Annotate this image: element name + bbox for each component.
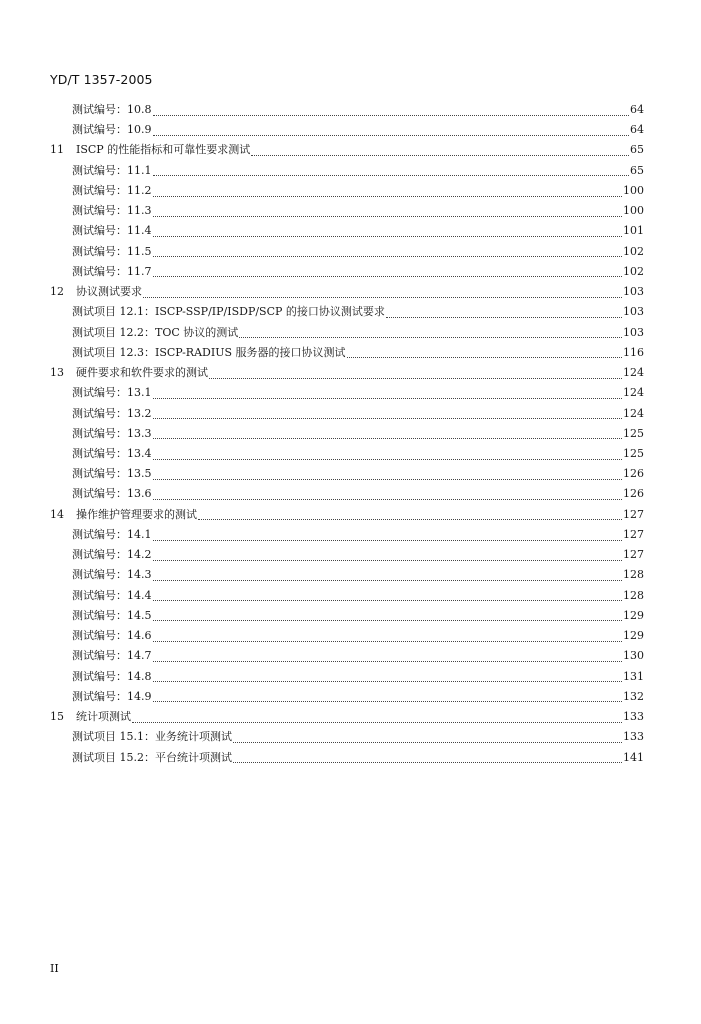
toc-page-number: 126 xyxy=(623,487,644,501)
toc-page-number: 128 xyxy=(623,568,644,582)
toc-chapter-entry xyxy=(50,707,644,727)
toc-page-number: 127 xyxy=(623,527,644,541)
toc-page-number: 64 xyxy=(630,103,644,116)
toc-page-number: 125 xyxy=(623,446,644,460)
dot-leader xyxy=(153,655,623,662)
toc-entry xyxy=(50,464,644,484)
toc-entry-label: 测试编号：14.1 xyxy=(72,527,152,541)
toc-entry-label: 测试编号：13.3 xyxy=(72,426,152,440)
dot-leader xyxy=(347,351,623,358)
toc-entry-label: 测试编号：11.1 xyxy=(72,163,152,177)
document-id-header: YD/T 1357-2005 xyxy=(50,72,153,87)
toc-chapter-entry xyxy=(50,282,644,302)
toc-chapter-entry xyxy=(50,363,644,383)
dot-leader xyxy=(153,129,630,136)
toc-entry xyxy=(50,343,644,363)
toc-entry xyxy=(50,161,644,181)
toc-entry xyxy=(50,120,644,140)
toc-entry xyxy=(50,181,644,201)
dot-leader xyxy=(153,210,623,217)
dot-leader xyxy=(233,736,622,743)
toc-entry-label: 测试编号：14.4 xyxy=(72,588,152,602)
toc-entry xyxy=(50,404,644,424)
toc-entry-label: 测试编号：11.2 xyxy=(72,183,152,197)
toc-page-number: 133 xyxy=(623,730,644,744)
toc-entry xyxy=(50,586,644,606)
toc-page-number: 103 xyxy=(623,305,644,319)
toc-entry-label: 测试编号：13.6 xyxy=(72,487,152,501)
toc-entry xyxy=(50,242,644,262)
toc-page-number: 65 xyxy=(630,143,644,157)
toc-page-number: 128 xyxy=(623,588,644,602)
toc-entry xyxy=(50,525,644,545)
toc-entry xyxy=(50,687,644,707)
toc-entry-label: 测试项目 12.3：ISCP-RADIUS 服务器的接口协议测试 xyxy=(72,345,346,359)
dot-leader xyxy=(153,109,630,116)
toc-entry xyxy=(50,606,644,626)
toc-page-number: 127 xyxy=(623,507,644,521)
toc-page-number: 131 xyxy=(623,669,644,683)
toc-chapter-entry xyxy=(50,505,644,525)
toc-entry-label: 测试编号：14.6 xyxy=(72,629,152,643)
toc-chapter-number: 15 xyxy=(50,710,64,724)
dot-leader xyxy=(153,432,623,439)
toc-entry-label: 测试编号：14.3 xyxy=(72,568,152,582)
toc-entry xyxy=(50,545,644,565)
dot-leader xyxy=(153,695,623,702)
dot-leader xyxy=(153,392,623,399)
toc-entry xyxy=(50,444,644,464)
dot-leader xyxy=(198,513,622,520)
dot-leader xyxy=(153,534,623,541)
toc-chapter-entry xyxy=(50,140,644,160)
toc-page-number: 102 xyxy=(623,264,644,278)
toc-page-number: 103 xyxy=(623,285,644,299)
toc-page-number: 132 xyxy=(623,689,644,703)
toc-entry-label: 测试编号：11.3 xyxy=(72,204,152,218)
dot-leader xyxy=(153,614,623,621)
toc-entry xyxy=(50,748,644,768)
dot-leader xyxy=(153,190,623,197)
table-of-contents xyxy=(50,100,644,768)
toc-page-number: 124 xyxy=(623,386,644,400)
toc-entry-label: 测试编号：14.8 xyxy=(72,669,152,683)
toc-page-number: 129 xyxy=(623,629,644,643)
toc-page-number: 124 xyxy=(623,406,644,420)
toc-page-number: 100 xyxy=(623,183,644,197)
toc-page-number: 125 xyxy=(623,426,644,440)
toc-entry-label: 测试编号：14.5 xyxy=(72,608,152,622)
toc-page-number: 126 xyxy=(623,467,644,481)
page-number: II xyxy=(50,962,59,975)
toc-chapter-number: 13 xyxy=(50,366,64,380)
toc-page-number: 116 xyxy=(623,345,644,359)
toc-entry xyxy=(50,424,644,444)
toc-entry xyxy=(50,262,644,282)
dot-leader xyxy=(209,372,622,379)
toc-entry xyxy=(50,302,644,322)
toc-entry xyxy=(50,100,644,120)
toc-entry-label: 测试编号：13.1 xyxy=(72,386,152,400)
dot-leader xyxy=(239,331,622,338)
toc-page-number: 133 xyxy=(623,710,644,724)
toc-entry xyxy=(50,383,644,403)
toc-entry-label: 测试编号：10.8 xyxy=(72,103,152,116)
dot-leader xyxy=(153,412,623,419)
toc-page-number: 141 xyxy=(623,750,644,764)
dot-leader xyxy=(132,716,622,723)
toc-entry-label: 测试编号：11.4 xyxy=(72,224,152,238)
dot-leader xyxy=(153,169,630,176)
toc-entry xyxy=(50,221,644,241)
toc-entry-label: 测试项目 12.1：ISCP-SSP/IP/ISDP/SCP 的接口协议测试要求 xyxy=(72,305,385,319)
dot-leader xyxy=(251,149,629,156)
toc-page-number: 102 xyxy=(623,244,644,258)
dot-leader xyxy=(153,473,623,480)
toc-page-number: 101 xyxy=(623,224,644,238)
toc-entry-label: 协议测试要求 xyxy=(76,285,142,299)
toc-entry-label: 测试编号：14.7 xyxy=(72,649,152,663)
toc-entry xyxy=(50,667,644,687)
toc-page-number: 129 xyxy=(623,608,644,622)
toc-entry xyxy=(50,201,644,221)
toc-entry-label: 测试编号：13.4 xyxy=(72,446,152,460)
dot-leader xyxy=(153,554,623,561)
toc-chapter-number: 11 xyxy=(50,143,64,157)
toc-page-number: 127 xyxy=(623,548,644,562)
toc-entry-label: 测试项目 15.1：业务统计项测试 xyxy=(72,730,232,744)
toc-chapter-number: 14 xyxy=(50,507,64,521)
toc-entry xyxy=(50,484,644,504)
toc-page-number: 130 xyxy=(623,649,644,663)
toc-entry-label: 测试编号：11.5 xyxy=(72,244,152,258)
dot-leader xyxy=(153,635,623,642)
toc-entry xyxy=(50,565,644,585)
toc-page-number: 64 xyxy=(630,123,644,137)
toc-entry-label: ISCP 的性能指标和可靠性要求测试 xyxy=(76,143,251,157)
toc-entry xyxy=(50,626,644,646)
dot-leader xyxy=(153,453,623,460)
dot-leader xyxy=(153,270,623,277)
dot-leader xyxy=(233,756,622,763)
toc-entry xyxy=(50,727,644,747)
toc-page-number: 65 xyxy=(630,163,644,177)
dot-leader xyxy=(153,594,623,601)
dot-leader xyxy=(153,574,623,581)
toc-entry-label: 统计项测试 xyxy=(76,710,131,724)
toc-entry-label: 测试项目 12.2：TOC 协议的测试 xyxy=(72,325,239,339)
toc-entry-label: 测试编号：13.2 xyxy=(72,406,152,420)
toc-entry-label: 测试编号：14.9 xyxy=(72,689,152,703)
toc-entry-label: 测试项目 15.2：平台统计项测试 xyxy=(72,750,232,764)
toc-entry xyxy=(50,323,644,343)
toc-page-number: 124 xyxy=(623,366,644,380)
dot-leader xyxy=(386,311,622,318)
dot-leader xyxy=(153,493,623,500)
toc-entry-label: 测试编号：10.9 xyxy=(72,123,152,137)
dot-leader xyxy=(153,675,623,682)
toc-entry-label: 测试编号：13.5 xyxy=(72,467,152,481)
toc-entry-label: 操作维护管理要求的测试 xyxy=(76,507,197,521)
dot-leader xyxy=(153,250,623,257)
dot-leader xyxy=(143,291,622,298)
toc-entry-label: 硬件要求和软件要求的测试 xyxy=(76,366,208,380)
toc-page-number: 103 xyxy=(623,325,644,339)
toc-page-number: 100 xyxy=(623,204,644,218)
dot-leader xyxy=(153,230,623,237)
toc-entry xyxy=(50,646,644,666)
toc-entry-label: 测试编号：14.2 xyxy=(72,548,152,562)
toc-entry-label: 测试编号：11.7 xyxy=(72,264,152,278)
toc-chapter-number: 12 xyxy=(50,285,64,299)
